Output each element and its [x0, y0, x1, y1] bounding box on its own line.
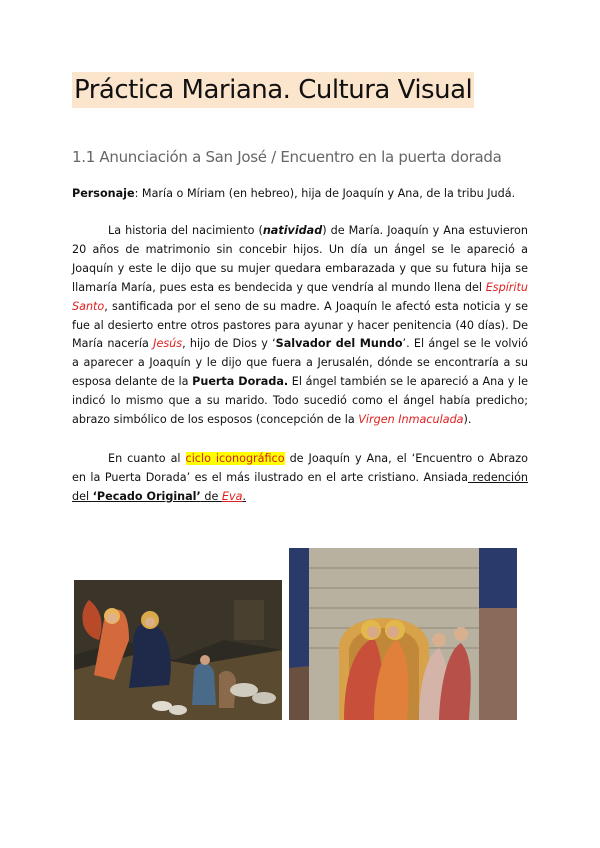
character-line [72, 186, 532, 202]
term-salvador: Salvador del Mundo [275, 337, 403, 351]
text-run: El ángel también se le apareció a Ana y le indicó lo mismo que a su marido. Todo sucedió como el ángel había predicho; abrazo simbólico de los esposos (concepción de la [72, 375, 528, 427]
paragraph-story [72, 222, 528, 430]
text-run: . [242, 489, 246, 503]
term-espiritu-santo: Espíritu Santo [72, 280, 528, 313]
term-puerta-dorada: Puerta Dorada. [192, 375, 289, 389]
page-title: Práctica Mariana. Cultura Visual [72, 72, 474, 108]
paragraph-iconography [72, 450, 528, 507]
text-run: En cuanto al [108, 452, 186, 465]
text-run: de Joaquín y Ana, el ‘Encuentro o Abrazo en la Puerta Dorada’ es el más ilustrado en el arte cristiano. Ansiada [72, 452, 528, 484]
text-run: , hijo de Dios y ‘ [182, 337, 276, 351]
character-label: Personaje [72, 187, 135, 200]
term-jesus: Jesús [153, 337, 183, 351]
painting-golden-gate [289, 548, 517, 720]
term-natividad: natividad [262, 224, 323, 237]
section-heading: 1.1 Anunciación a San José / Encuentro en la puerta dorada [72, 148, 502, 166]
painting-annunciation-joachim [74, 580, 282, 720]
term-eva: Eva [221, 489, 243, 503]
text-run: ’. El ángel se le volvió a aparecer a Joaquín y le dijo que fuera a Jerusalén, dónde se encontraría a su esposa delante de la [72, 337, 529, 389]
text-run: ). [463, 413, 472, 427]
text-run: , santificada por el seno de su madre. A Joaquín le afectó esta noticia y se fue al desierto entre otros pastores para ayunar y hacer penitencia (40 días). De María nacería [72, 299, 528, 351]
text-run: de [200, 489, 222, 503]
text-run: redención del [72, 470, 529, 503]
term-pecado-original: ‘Pecado Original’ [92, 489, 201, 503]
character-text: : María o Míriam (en hebreo), hija de Joaquín y Ana, de la tribu Judá. [134, 187, 516, 200]
text-run: La historia del nacimiento ( [108, 224, 263, 237]
text-run: ) de María. Joaquín y Ana estuvieron 20 años de matrimonio sin concebir hijos. Un día un ángel se le apareció a Joaquín y este le dijo que su mujer quedara embarazada y que su futura hija se llamaría María, pues esta es bendecida y que vendría al mundo llena del [72, 224, 528, 294]
term-ciclo-iconografico: ciclo iconográfico [185, 452, 285, 465]
term-virgen-inmaculada: Virgen Inmaculada [358, 413, 464, 427]
